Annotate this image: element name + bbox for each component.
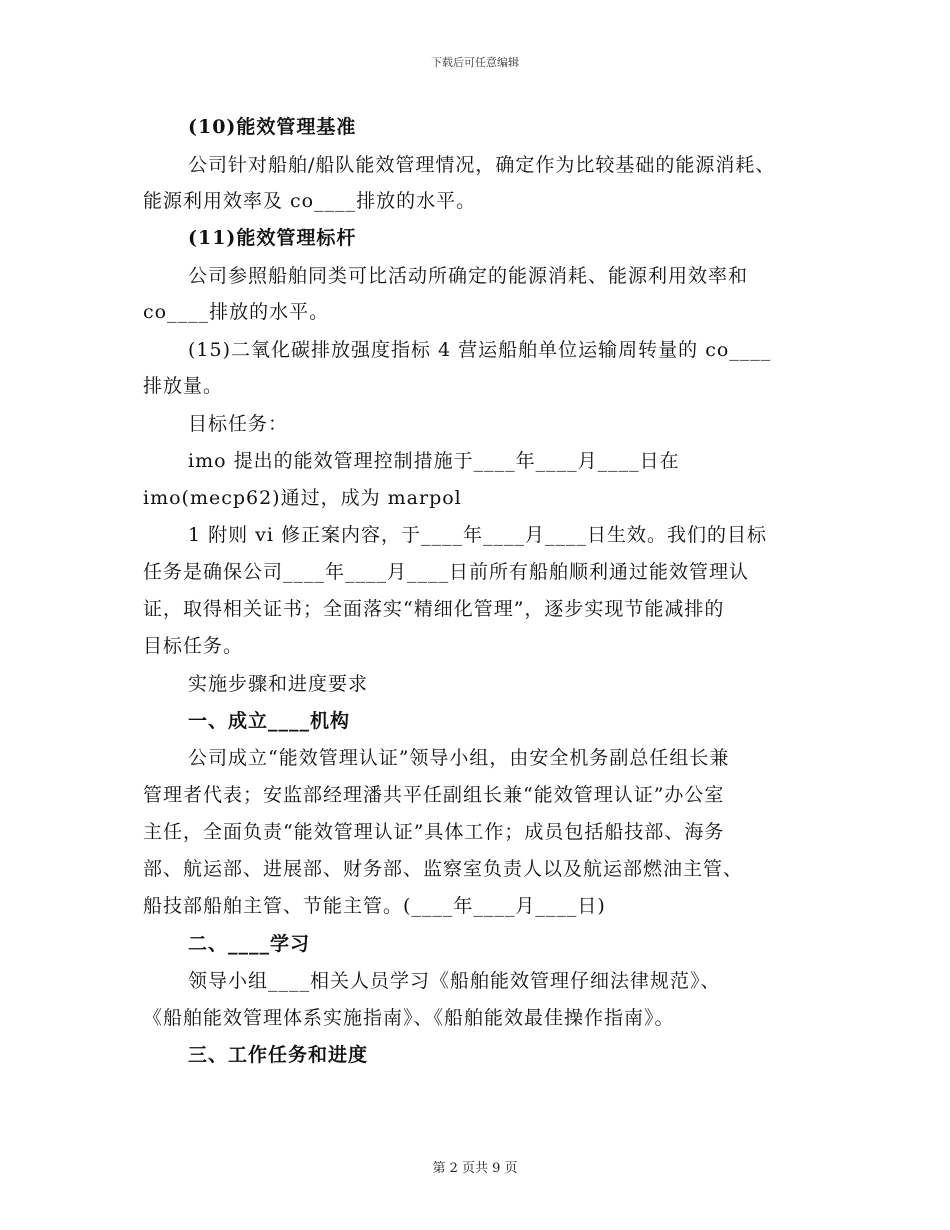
paragraph-line: 船技部船舶主管、节能主管。(____年____月____日) xyxy=(143,895,606,917)
subheading-goals: 目标任务： xyxy=(188,413,289,435)
page-header: 下载后可任意编辑 xyxy=(431,56,519,69)
paragraph-line: 《船舶能效管理体系实施指南》、《船舶能效最佳操作指南》。 xyxy=(143,1007,675,1029)
section-heading-3: 三、工作任务和进度 xyxy=(188,1044,369,1066)
section-heading-2: 二、____学习 xyxy=(188,933,311,955)
section-heading-10: (10)能效管理基准 xyxy=(188,116,357,138)
paragraph-line: 证，取得相关证书；全面落实“精细化管理”，逐步实现节能减排的 xyxy=(143,598,725,620)
section-heading-11: (11)能效管理标杆 xyxy=(188,227,357,249)
section-heading-15: (15)二氧化碳排放强度指标 4 营运船舶单位运输周转量的 co____ xyxy=(188,339,772,361)
subheading-steps: 实施步骤和进度要求 xyxy=(188,673,369,695)
paragraph-line: 1 附则 vi 修正案内容，于____年____月____日生效。我们的目标 xyxy=(188,524,768,546)
paragraph-line: 公司参照船舶同类可比活动所确定的能源消耗、能源利用效率和 xyxy=(188,265,749,287)
paragraph-line: imo(mecp62)通过，成为 marpol xyxy=(143,487,462,509)
paragraph-line: 公司针对船舶/船队能效管理情况，确定作为比较基础的能源消耗、 xyxy=(188,154,776,176)
paragraph-line: 主任，全面负责“能效管理认证”具体工作；成员包括船技部、海务 xyxy=(143,821,725,843)
paragraph-line: 领导小组____相关人员学习《船舶能效管理仔细法律规范》、 xyxy=(188,970,721,992)
paragraph-line: 公司成立“能效管理认证”领导小组，由安全机务副总任组长兼 xyxy=(188,747,730,769)
paragraph-line: 管理者代表；安监部经理潘共平任副组长兼“能效管理认证”办公室 xyxy=(143,784,725,806)
paragraph-line: 能源利用效率及 co____排放的水平。 xyxy=(143,190,477,212)
paragraph-line: co____排放的水平。 xyxy=(143,301,330,323)
paragraph-line: imo 提出的能效管理控制措施于____年____月____日在 xyxy=(188,450,680,472)
paragraph-line: 任务是确保公司____年____月____日前所有船舶顺利通过能效管理认 xyxy=(143,561,750,583)
section-heading-1: 一、成立____机构 xyxy=(188,710,351,732)
paragraph-line: 目标任务。 xyxy=(143,635,244,657)
paragraph-line: 部、航运部、进展部、财务部、监察室负责人以及航运部燃油主管、 xyxy=(143,858,744,880)
page-number: 第 2 页共 9 页 xyxy=(432,1161,518,1176)
paragraph-line: 排放量。 xyxy=(143,375,224,397)
